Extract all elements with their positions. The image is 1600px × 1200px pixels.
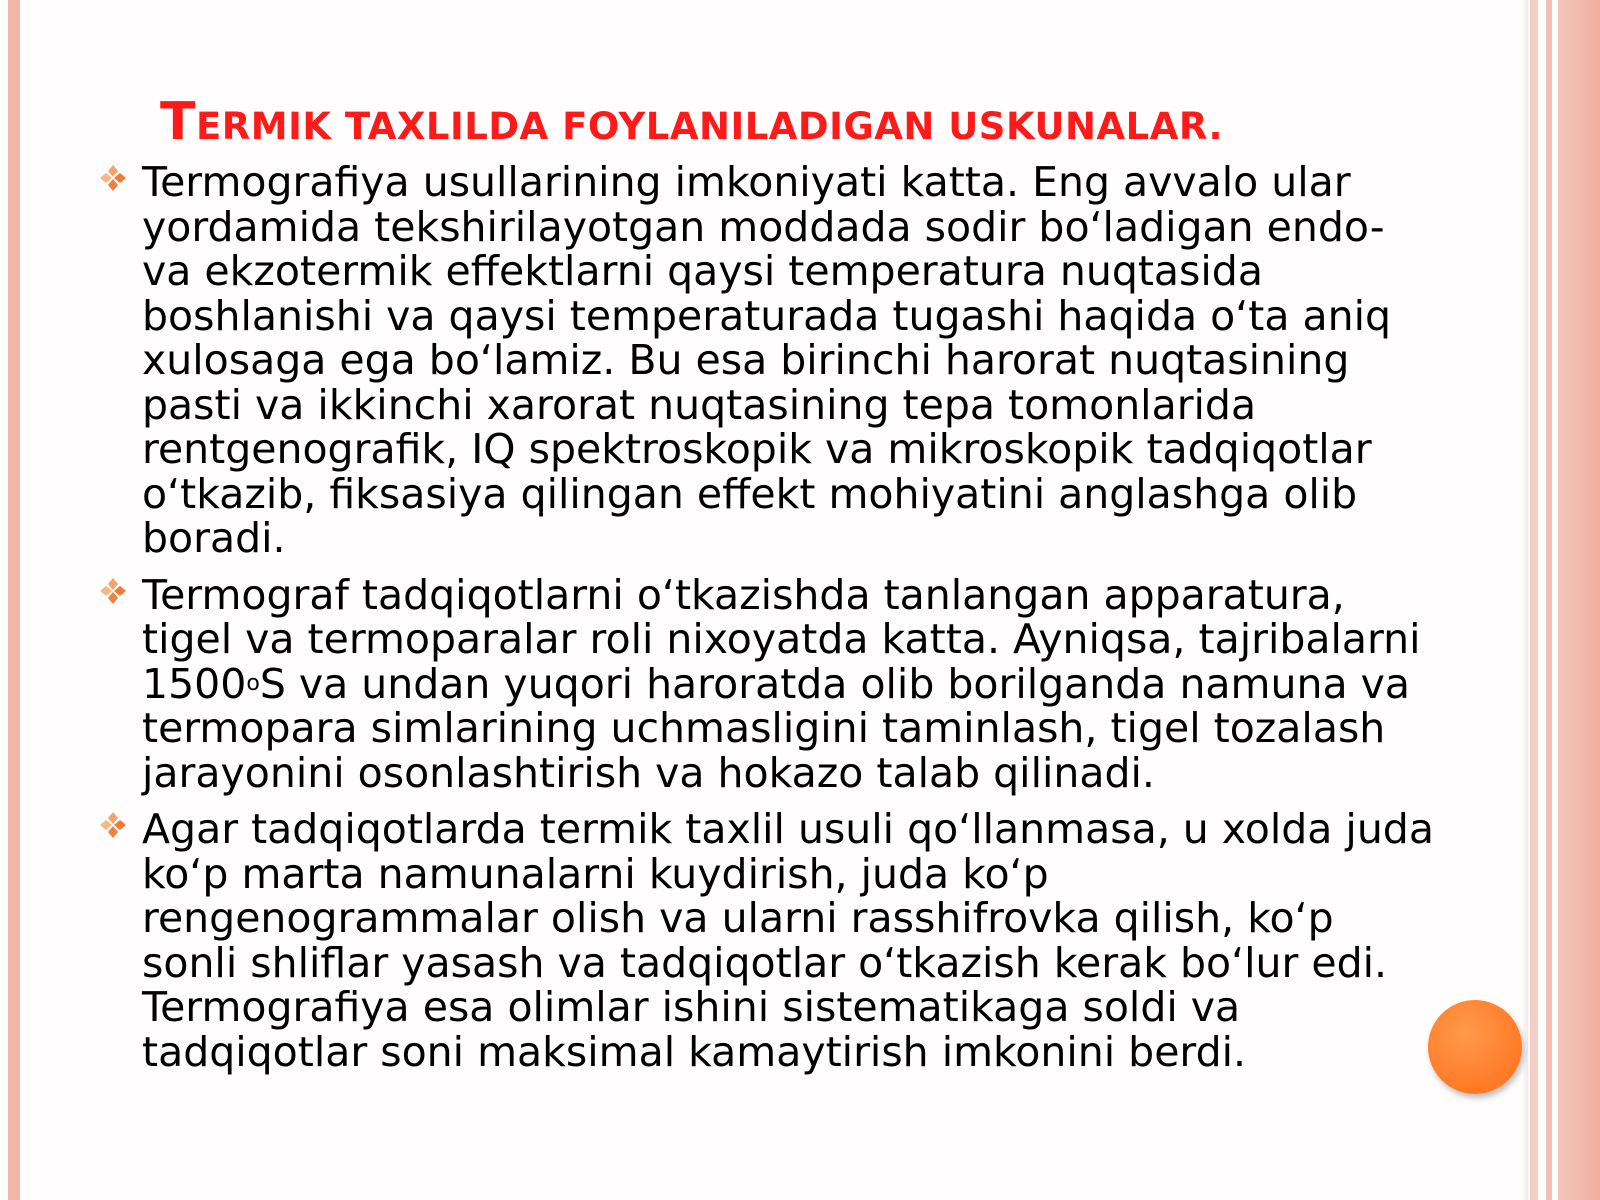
right-decorative-stripe bbox=[1558, 0, 1600, 1200]
right-decorative-stripe bbox=[1546, 0, 1552, 1200]
four-diamond-bullet-icon bbox=[98, 810, 128, 840]
four-diamond-bullet-icon bbox=[98, 163, 128, 193]
bullet-text: Agar tadqiqotlarda termik taxlil usuli qo‘llanmasa, u xolda juda ko‘p marta namunalarni kuydirish, juda ko‘p rengenogrammalar olish va ularni rasshifrovka qilish, ko‘p sonli shliflar yasash va tadqiqotlar o‘tkazish kerak bo‘lur edi. Termografiya esa olimlar ishini sistematikaga soldi va tadqiqotlar soni maksimal kamaytirish imkonini berdi. bbox=[142, 805, 1434, 1076]
left-decorative-bar bbox=[8, 0, 20, 1200]
bullet-text-part: S va undan yuqori haroratda olib borilganda namuna va termopara simlarining uchmasligini taminlash, tigel tozalash jarayonini osonlashtirish va hokazo talab qilinadi. bbox=[142, 659, 1411, 797]
slide-title bbox=[160, 92, 1224, 152]
four-diamond-bullet-icon bbox=[98, 576, 128, 606]
right-edge-shadow bbox=[1522, 0, 1528, 1200]
decorative-orange-circle bbox=[1428, 1000, 1522, 1094]
list-item bbox=[96, 807, 1436, 1074]
list-item bbox=[96, 570, 1436, 797]
bullet-text: Termografiya usullarining imkoniyati katta. Eng avvalo ular yordamida tekshirilayotgan moddada sodir bo‘ladigan endo- va ekzotermik effektlarni qaysi temperatura nuqtasida boshlanishi va qaysi temperaturada tugashi haqida o‘ta aniq xulosaga ega bo‘lamiz. Bu esa birinchi harorat nuqtasining pasti va ikkinchi xarorat nuqtasining tepa tomonlarida rentgenografik, IQ spektroskopik va mikroskopik tadqiqotlar o‘tkazib, fiksasiya qilingan effekt mohiyatini anglashga olib boradi. bbox=[142, 158, 1391, 562]
bullet-list bbox=[96, 160, 1436, 1086]
title-rest: ERMIK TAXLILDA FOYLANILADIGAN USKUNALAR. bbox=[195, 105, 1224, 148]
right-decorative-stripe bbox=[1530, 0, 1538, 1200]
list-item bbox=[96, 160, 1436, 561]
degree-superscript: o bbox=[246, 670, 260, 696]
title-initial: T bbox=[160, 92, 196, 152]
bullet-text-part: Termograf tadqiqotlarni o‘tkazishda tanlangan apparatura, tigel va termoparalar roli nixoyatda katta. Ayniqsa, tajribalarni 1500 bbox=[142, 570, 1421, 708]
